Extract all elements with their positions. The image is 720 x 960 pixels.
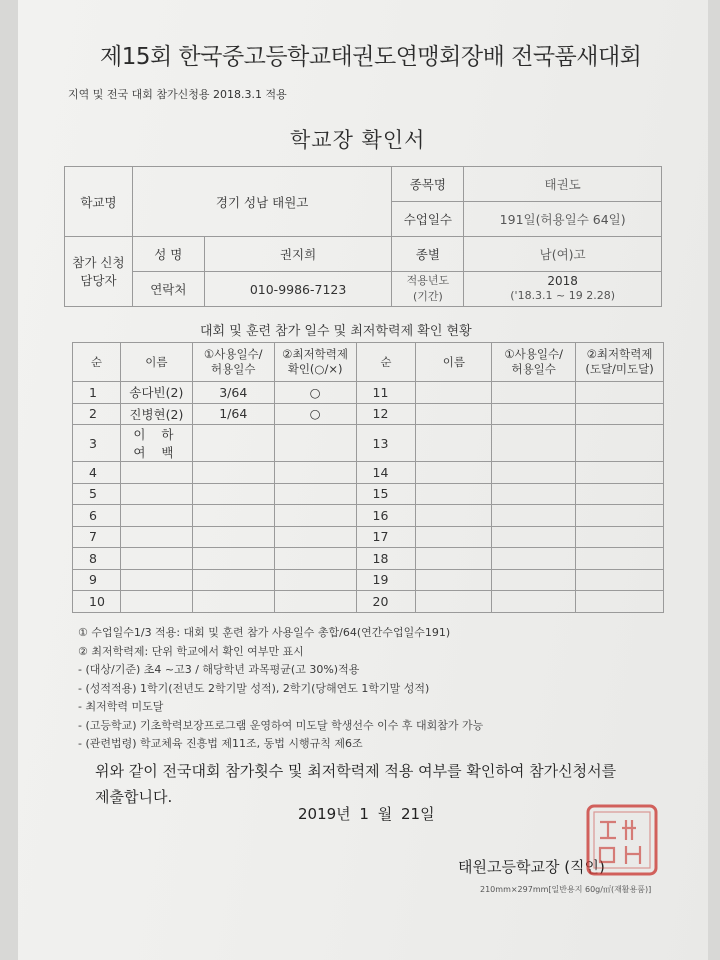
table-cell: 5 (73, 483, 121, 505)
table-cell (416, 425, 492, 462)
table-cell (120, 548, 192, 570)
table-cell: 10 (73, 591, 121, 613)
table-cell: 7 (73, 526, 121, 548)
table-cell (416, 462, 492, 484)
table-cell (192, 462, 274, 484)
note-line: ① 수업일수1/3 적용: 대회 및 훈련 참가 사용일수 총합/64(연간수업일수191) (78, 626, 451, 639)
closing-line-1: 위와 같이 전국대회 참가횟수 및 최저학력제 적용 여부를 확인하여 참가신청서를 (95, 762, 617, 780)
table-cell: 19 (356, 569, 416, 591)
notes-block (78, 624, 483, 754)
table-cell: 3/64 (192, 382, 274, 404)
event-value: 태권도 (464, 167, 662, 202)
header-cell: ①사용일수/ 허용일수 (192, 343, 274, 382)
header-cell: 이름 (120, 343, 192, 382)
note-line: - (관련법령) 학교체육 진흥법 제11조, 동법 시행규칙 제6조 (78, 737, 363, 750)
note-line: - (고등학교) 기초학력보장프로그램 운영하여 미도달 학생선수 이수 후 대회참가 가능 (78, 718, 484, 732)
table-cell (192, 526, 274, 548)
table-cell (576, 403, 664, 425)
table-cell (274, 548, 356, 570)
table-cell (120, 526, 192, 548)
header-cell: ②최저학력제 (도달/미도달) (576, 343, 664, 382)
table-cell: 12 (356, 403, 416, 425)
paper-spec-footer: 210mm×297mm[일반용지 60g/㎡(재활용품)] (480, 885, 652, 894)
table-cell (576, 382, 664, 404)
table-cell (192, 591, 274, 613)
note-line: - 최저학력 미도달 (78, 700, 164, 713)
table-cell: 3 (73, 425, 121, 462)
table-cell (192, 425, 274, 462)
classdays-value: 191일(허용일수 64일) (464, 202, 662, 237)
table-cell: ○ (274, 382, 356, 404)
table-cell: 2 (73, 403, 121, 425)
school-value: 경기 성남 태원고 (132, 167, 392, 237)
table-cell (274, 462, 356, 484)
table-cell: 1/64 (192, 403, 274, 425)
table-cell: 8 (73, 548, 121, 570)
table-cell (416, 591, 492, 613)
table-cell: 15 (356, 483, 416, 505)
table-cell (576, 483, 664, 505)
table-cell: ○ (274, 403, 356, 425)
principal-signature: 태원고등학교장 (직인) (458, 858, 605, 876)
document-header-title: 제15회 한국중고등학교태권도연맹회장배 전국품새대회 (100, 44, 642, 70)
table-cell (192, 505, 274, 527)
contact-value: 010-9986-7123 (204, 272, 392, 307)
contact-label: 연락처 (132, 272, 204, 307)
table-cell (416, 526, 492, 548)
table-row (73, 526, 664, 548)
table-cell (576, 462, 664, 484)
table-cell: 17 (356, 526, 416, 548)
year-period: ('18.3.1 ~ 19 2.28) (510, 289, 616, 302)
table-cell: 16 (356, 505, 416, 527)
table-cell (416, 483, 492, 505)
table-cell (492, 569, 576, 591)
official-seal-icon (582, 800, 662, 880)
table-cell (492, 505, 576, 527)
table-cell: 20 (356, 591, 416, 613)
school-label: 학교명 (65, 167, 133, 237)
manager-label: 참가 신청 담당자 (65, 237, 133, 307)
table-cell: 이 하 여 백 (120, 425, 192, 462)
name-label: 성 명 (132, 237, 204, 272)
table-cell (274, 569, 356, 591)
table-cell (274, 526, 356, 548)
table-row (73, 403, 664, 425)
table-cell: 13 (356, 425, 416, 462)
table-row (73, 548, 664, 570)
document-subtitle: 지역 및 전국 대회 참가신청용 2018.3.1 적용 (68, 88, 287, 101)
table-cell: 14 (356, 462, 416, 484)
table-cell (576, 526, 664, 548)
table-cell (492, 462, 576, 484)
table-cell: 6 (73, 505, 121, 527)
table-cell (120, 591, 192, 613)
table-cell (492, 382, 576, 404)
table-cell (192, 483, 274, 505)
table-cell (416, 382, 492, 404)
year-cell (464, 272, 662, 307)
table-cell: 송다빈(2) (120, 382, 192, 404)
table-row (73, 483, 664, 505)
gender-value: 남(여)고 (464, 237, 662, 272)
table-cell (492, 403, 576, 425)
participation-table (72, 342, 664, 613)
table-cell (576, 425, 664, 462)
note-line: ② 최저학력제: 단위 학교에서 확인 여부만 표시 (78, 644, 304, 658)
year-value: 2018 (547, 274, 578, 288)
table-cell (416, 569, 492, 591)
table-cell: 4 (73, 462, 121, 484)
table-cell: 1 (73, 382, 121, 404)
table-row (73, 505, 664, 527)
table-cell (192, 569, 274, 591)
table-cell (492, 526, 576, 548)
table-cell (416, 505, 492, 527)
table-cell (492, 591, 576, 613)
table-cell: 진병현(2) (120, 403, 192, 425)
note-line: - (대상/기준) 초4 ~고3 / 해당학년 과목평균(고 30%)적용 (78, 663, 360, 676)
table-cell (120, 505, 192, 527)
table-cell (274, 483, 356, 505)
table-cell (576, 548, 664, 570)
name-value: 권지희 (204, 237, 392, 272)
table-cell: 11 (356, 382, 416, 404)
info-table (64, 166, 662, 307)
table-cell (120, 569, 192, 591)
table-cell: 18 (356, 548, 416, 570)
table-cell (120, 462, 192, 484)
table-cell (576, 569, 664, 591)
table-cell (576, 505, 664, 527)
header-cell: 이름 (416, 343, 492, 382)
header-cell: ②최저학력제 확인(○/×) (274, 343, 356, 382)
header-cell: 순 (73, 343, 121, 382)
classdays-label: 수업일수 (392, 202, 464, 237)
table-cell (576, 591, 664, 613)
header-cell: 순 (356, 343, 416, 382)
closing-line-2: 제출합니다. (95, 788, 173, 806)
issue-date: 2019년 1 월 21일 (298, 805, 435, 823)
document-title: 학교장 확인서 (290, 128, 426, 152)
table-cell (192, 548, 274, 570)
table-cell (492, 425, 576, 462)
table-cell (492, 483, 576, 505)
table-cell (274, 591, 356, 613)
year-label: 적용년도 (기간) (392, 272, 464, 307)
section-title: 대회 및 훈련 참가 일수 및 최저학력제 확인 현황 (200, 324, 472, 339)
table-row (73, 462, 664, 484)
table-header-row (73, 343, 664, 382)
table-cell: 9 (73, 569, 121, 591)
gender-label: 종별 (392, 237, 464, 272)
table-cell (274, 425, 356, 462)
table-row (73, 382, 664, 404)
header-cell: ①사용일수/ 허용일수 (492, 343, 576, 382)
event-label: 종목명 (392, 167, 464, 202)
table-row (73, 569, 664, 591)
table-row (73, 425, 664, 462)
table-cell (120, 483, 192, 505)
note-line: - (성적적용) 1학기(전년도 2학기말 성적), 2학기(당해연도 1학기말 성적) (78, 681, 430, 695)
table-cell (492, 548, 576, 570)
table-cell (416, 548, 492, 570)
table-row (73, 591, 664, 613)
table-cell (274, 505, 356, 527)
table-cell (416, 403, 492, 425)
